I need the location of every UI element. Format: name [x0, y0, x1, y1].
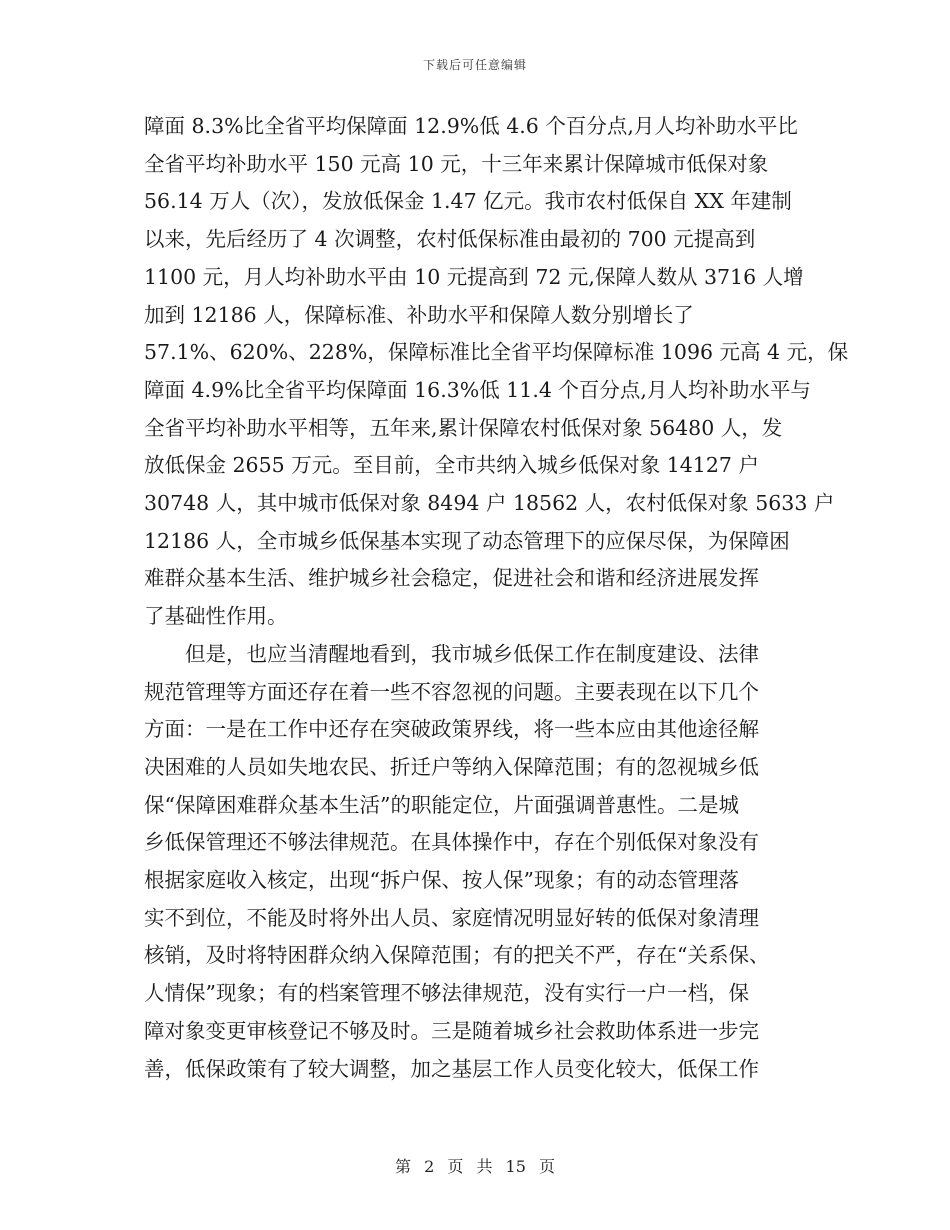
body-line-1: 障面 8.3%比全省平均保障面 12.9%低 4.6 个百分点,月人均补助水平比	[144, 114, 798, 138]
body-line-16: 规范管理等方面还存在着一些不容忽视的问题。主要表现在以下几个	[144, 679, 759, 704]
body-line-22: 实不到位，不能及时将外出人员、家庭情况明显好转的低保对象清理	[144, 905, 759, 930]
body-line-18: 决困难的人员如失地农民、折迁户等纳入保障范围；有的忽视城乡低	[144, 754, 759, 779]
body-line-2: 全省平均补助水平 150 元高 10 元，十三年来累计保障城市低保对象	[144, 151, 769, 176]
body-line-9: 全省平均补助水平相等，五年来,累计保障农村低保对象 56480 人，发	[144, 415, 783, 440]
body-line-3: 56.14 万人（次），发放低保金 1.47 亿元。我市农村低保自 XX 年建制	[144, 189, 792, 214]
body-line-8: 障面 4.9%比全省平均保障面 16.3%低 11.4 个百分点,月人均补助水平与	[144, 377, 811, 402]
page-header: 下载后可任意编辑	[422, 58, 527, 72]
body-line-26: 善，低保政策有了较大调整，加之基层工作人员变化较大，低保工作	[144, 1056, 759, 1081]
body-line-11: 30748 人，其中城市低保对象 8494 户 18562 人，农村低保对象 5633 户	[144, 491, 835, 516]
body-line-25: 障对象变更审核登记不够及时。三是随着城乡社会救助体系进一步完	[144, 1018, 759, 1043]
body-line-6: 加到 12186 人，保障标准、补助水平和保障人数分别增长了	[144, 302, 694, 327]
body-line-12: 12186 人，全市城乡低保基本实现了动态管理下的应保尽保，为保障困	[144, 528, 790, 553]
body-line-21: 根据家庭收入核定，出现“拆户保、按人保”现象；有的动态管理落	[144, 868, 739, 893]
body-line-19: 保“保障困难群众基本生活”的职能定位，片面强调普惠性。二是城	[144, 792, 739, 817]
body-line-14: 了基础性作用。	[144, 604, 288, 629]
body-line-24: 人情保”现象；有的档案管理不够法律规范，没有实行一户一档，保	[144, 981, 749, 1006]
body-line-5: 1100 元，月人均补助水平由 10 元提高到 72 元,保障人数从 3716 人增	[144, 264, 804, 289]
body-line-13: 难群众基本生活、维护城乡社会稳定，促进社会和谐和经济进展发挥	[144, 566, 759, 591]
body-line-20: 乡低保管理还不够法律规范。在具体操作中，存在个别低保对象没有	[144, 830, 759, 855]
body-line-23: 核销，及时将特困群众纳入保障范围；有的把关不严，存在“关系保、	[144, 943, 770, 968]
body-line-7: 57.1%、620%、228%，保障标准比全省平均保障标准 1096 元高 4 元，保	[144, 340, 849, 365]
body-line-15: 但是，也应当清醒地看到，我市城乡低保工作在制度建设、法律	[185, 641, 759, 666]
document-body	[144, 108, 849, 1088]
body-line-10: 放低保金 2655 万元。至目前，全市共纳入城乡低保对象 14127 户	[144, 453, 759, 478]
page-footer: 第 2 页 共 15 页	[395, 1157, 555, 1176]
body-line-17: 方面：一是在工作中还存在突破政策界线，将一些本应由其他途径解	[144, 717, 759, 742]
body-line-4: 以来，先后经历了 4 次调整，农村低保标准由最初的 700 元提高到	[144, 227, 756, 252]
